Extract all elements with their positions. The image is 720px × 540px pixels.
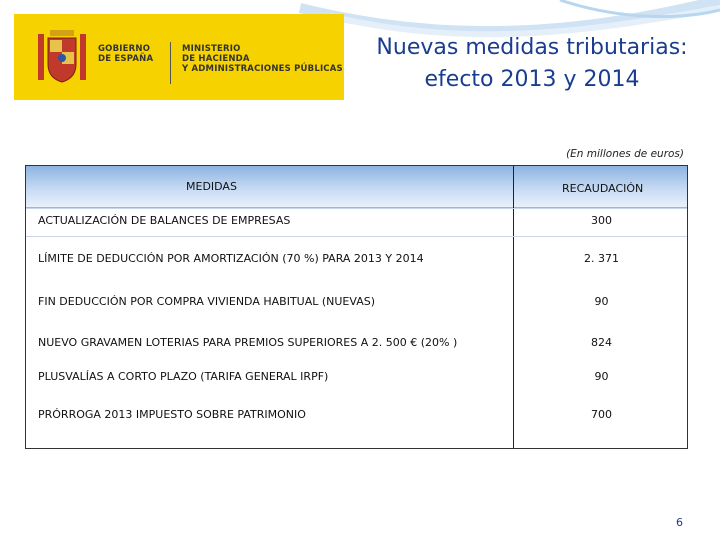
row-value: 824 [591, 336, 612, 349]
row-name: NUEVO GRAVAMEN LOTERIAS PARA PREMIOS SUPERIORES A 2. 500 € (20% ) [38, 336, 458, 349]
row-value: 300 [591, 214, 612, 227]
row-name: PLUSVALÍAS A CORTO PLAZO (TARIFA GENERAL IRPF) [38, 370, 329, 383]
row-value: 2. 371 [584, 252, 619, 265]
logo-government-text [98, 44, 153, 64]
column-header-measures: MEDIDAS [186, 180, 237, 193]
row-value: 90 [594, 295, 609, 308]
logo-line: GOBIERNO [98, 44, 151, 54]
logo-line: DE ESPAÑA [98, 54, 154, 64]
logo-ministry-text [182, 44, 343, 74]
page-number: 6 [676, 516, 683, 529]
row-value: 90 [594, 370, 609, 383]
ministry-line: Y ADMINISTRACIONES PÚBLICAS [182, 64, 343, 74]
row-divider [26, 208, 687, 209]
title-line: Nuevas medidas tributarias: [376, 35, 688, 60]
row-value: 700 [591, 408, 612, 421]
row-name: PRÓRROGA 2013 IMPUESTO SOBRE PATRIMONIO [38, 408, 306, 421]
row-divider [26, 236, 687, 237]
table-header [26, 166, 687, 208]
column-header-revenue: RECAUDACIÓN [562, 182, 644, 195]
units-note: (En millones de euros) [566, 148, 684, 160]
row-name: ACTUALIZACIÓN DE BALANCES DE EMPRESAS [38, 214, 291, 227]
ministry-line: DE HACIENDA [182, 54, 250, 64]
coat-of-arms-icon [36, 24, 88, 90]
ministry-line: MINISTERIO [182, 44, 241, 54]
row-name: FIN DEDUCCIÓN POR COMPRA VIVIENDA HABITUAL (NUEVAS) [38, 295, 376, 308]
row-name: LÍMITE DE DEDUCCIÓN POR AMORTIZACIÓN (70 %) PARA 2013 Y 2014 [38, 252, 424, 265]
logo-divider [170, 42, 171, 84]
title-line: efecto 2013 y 2014 [424, 67, 640, 92]
slide-title [344, 32, 720, 96]
government-logo [14, 14, 344, 100]
measures-table [25, 165, 688, 449]
